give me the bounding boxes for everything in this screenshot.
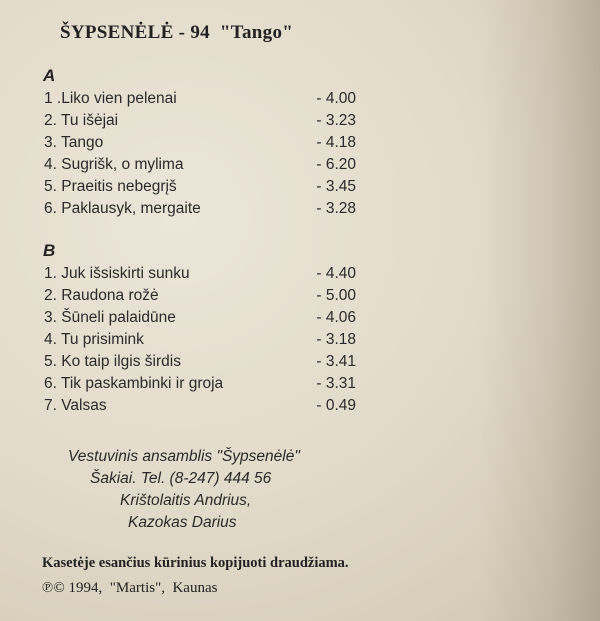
track-title: 6. Tik paskambinki ir groja — [44, 375, 224, 392]
track-title: 2. Tu išėjai — [44, 112, 119, 129]
track-title: 1. Juk išsiskirti sunku — [44, 265, 190, 282]
track-title: 3. Šūneli palaidūne — [44, 309, 176, 326]
track-duration: - 4.40 — [316, 265, 356, 282]
side-a-track — [44, 154, 356, 176]
copyright-symbols: ℗© — [42, 580, 65, 596]
band-contact-line: Šakiai. Tel. (8-247) 444 56 — [90, 470, 272, 487]
track-duration: - 4.06 — [316, 309, 356, 326]
side-b-track — [44, 329, 356, 351]
side-b-track — [44, 351, 356, 373]
album-year: 94 — [190, 22, 210, 43]
side-b-track — [44, 307, 356, 329]
band-name-line: Vestuvinis ansamblis "Šypsenėlė" — [68, 448, 300, 465]
track-duration: - 3.18 — [316, 331, 356, 348]
side-b-track — [44, 263, 356, 285]
side-b-track — [44, 373, 356, 395]
title-separator: - — [173, 22, 191, 43]
track-duration: - 3.23 — [316, 112, 356, 129]
side-b-label: B — [43, 241, 56, 260]
track-title: 4. Sugrišk, o mylima — [44, 156, 184, 173]
album-title — [60, 22, 380, 44]
member-name: Kazokas Darius — [128, 514, 237, 531]
copyright-line — [42, 580, 217, 597]
side-a-track — [44, 88, 356, 110]
side-b-track — [44, 285, 356, 307]
track-duration: - 3.41 — [316, 353, 356, 370]
side-a-track — [44, 132, 356, 154]
side-a-track — [44, 110, 356, 132]
track-title: 7. Valsas — [44, 397, 107, 414]
track-title: 5. Ko taip ilgis širdis — [44, 353, 181, 370]
side-b-track — [44, 395, 356, 417]
side-a-label: A — [43, 66, 56, 85]
track-title: 5. Praeitis nebegrįš — [44, 178, 177, 195]
track-duration: - 4.00 — [316, 90, 356, 107]
track-duration: - 3.28 — [316, 200, 356, 217]
side-a-track — [44, 198, 356, 220]
track-title: 3. Tango — [44, 134, 104, 151]
track-duration: - 3.31 — [316, 375, 356, 392]
page-edge-shadow — [480, 0, 600, 621]
track-duration: - 5.00 — [316, 287, 356, 304]
member-name: Krištolaitis Andrius, — [120, 492, 252, 509]
artist-name: ŠYPSENĖLĖ — [60, 22, 174, 43]
track-title: 2. Raudona rožė — [44, 287, 159, 304]
side-a-track — [44, 176, 356, 198]
copy-prohibition-notice: Kasetėje esančius kūrinius kopijuoti draudžiama. — [42, 555, 349, 571]
track-duration: - 0.49 — [316, 397, 356, 414]
track-duration: - 3.45 — [316, 178, 356, 195]
album-name: "Tango" — [219, 22, 294, 43]
track-title: 4. Tu prisimink — [44, 331, 144, 348]
track-title: 6. Paklausyk, mergaite — [44, 200, 201, 217]
track-duration: - 6.20 — [316, 156, 356, 173]
copyright-text: 1994, "Martis", Kaunas — [64, 580, 218, 596]
track-title: 1 .Liko vien pelenai — [44, 90, 177, 107]
track-duration: - 4.18 — [316, 134, 356, 151]
